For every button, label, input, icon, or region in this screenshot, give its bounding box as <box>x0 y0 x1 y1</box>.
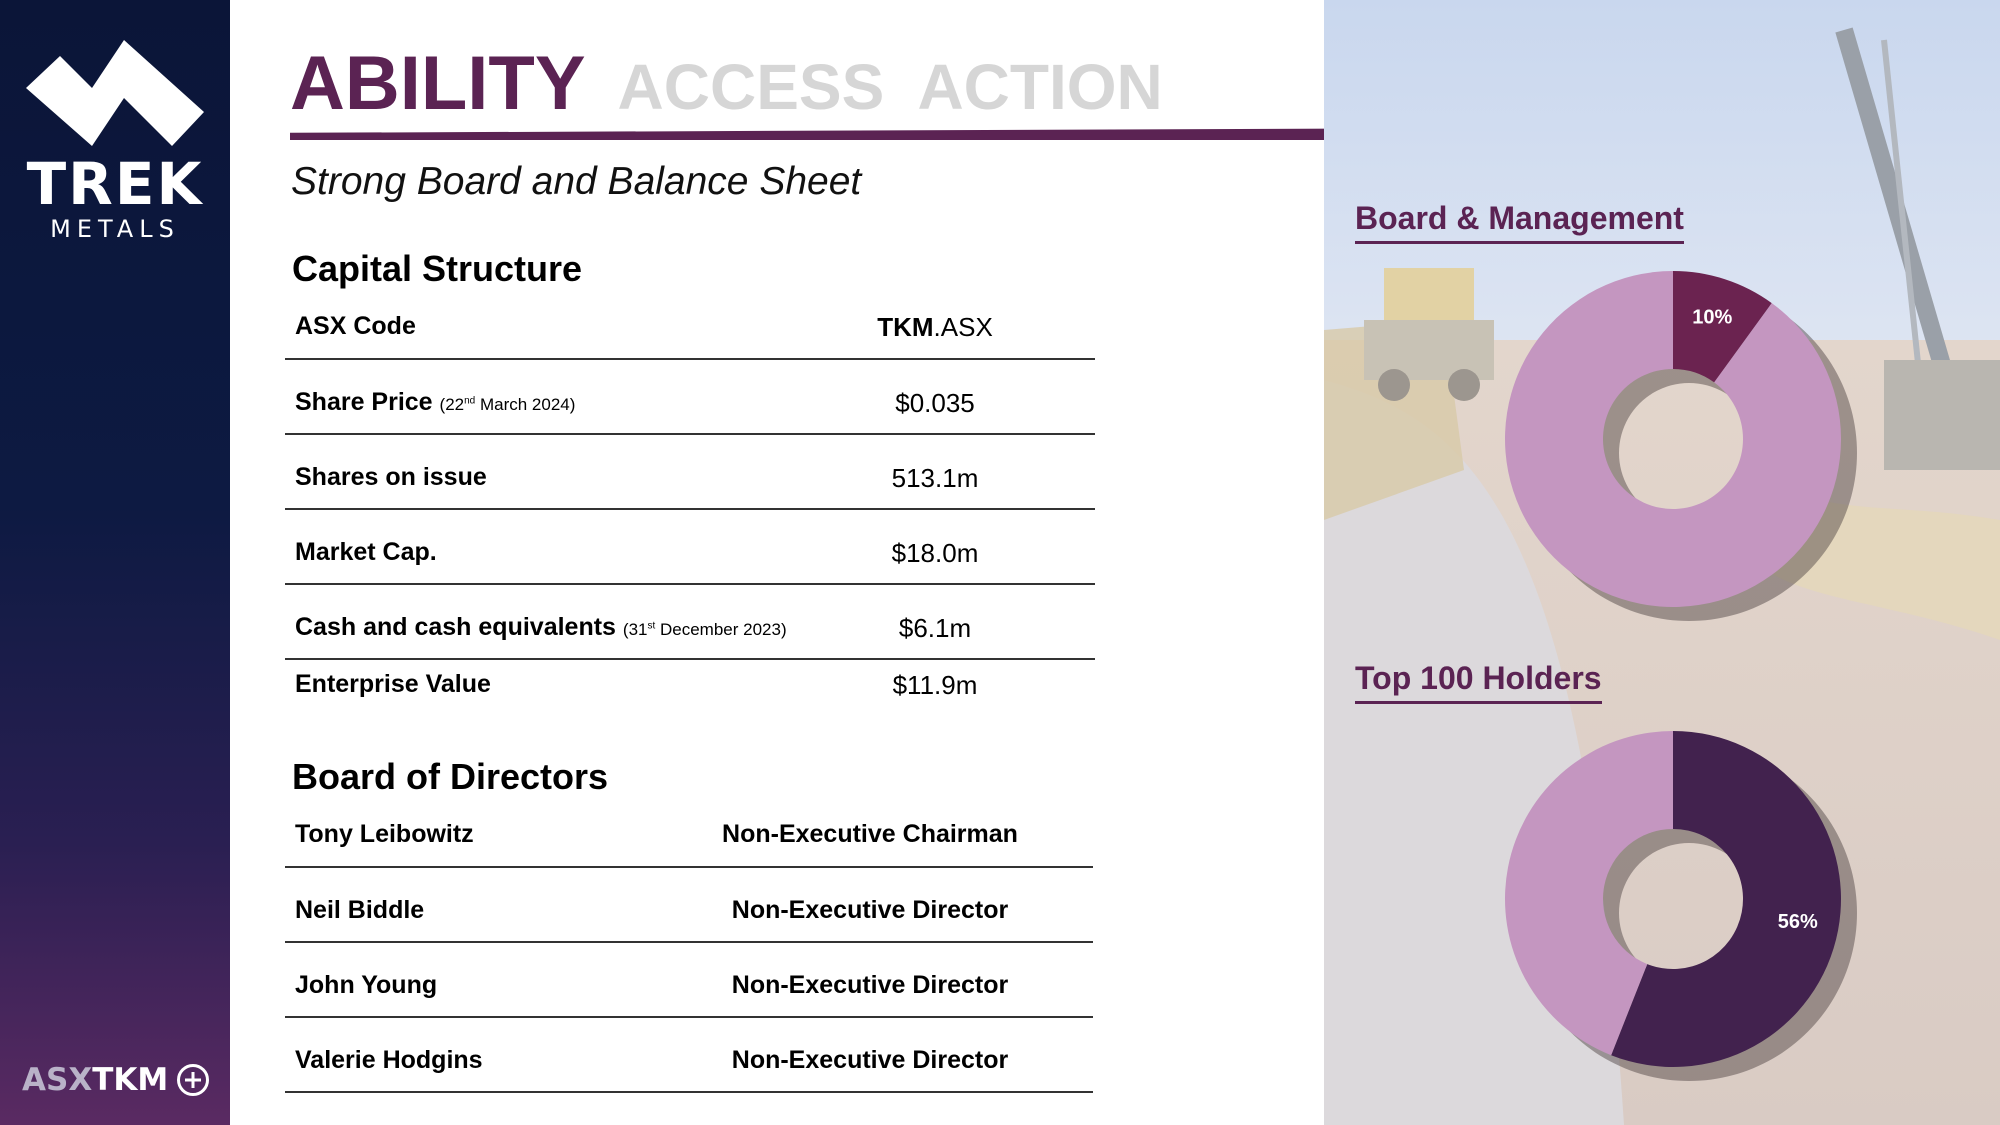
director-role: Non-Executive Director <box>731 896 1009 924</box>
table-row <box>285 941 1093 1018</box>
row-label: Cash and cash equivalents (31st December 2023) <box>295 613 787 641</box>
row-value: 513.1m <box>891 463 979 493</box>
table-row <box>285 583 1095 660</box>
logo-subtitle: METALS <box>50 215 180 243</box>
row-label: Enterprise Value <box>295 670 491 698</box>
row-label: Market Cap. <box>295 538 437 566</box>
row-label: Share Price (22nd March 2024) <box>295 388 576 416</box>
table-row <box>285 1016 1093 1093</box>
top-holders-data-label-0: 56% <box>1777 911 1818 934</box>
director-name: John Young <box>295 971 438 999</box>
row-value: $6.1m <box>898 613 972 643</box>
logo-wordmark: TREK <box>26 150 204 218</box>
director-role: Non-Executive Chairman <box>722 820 1018 848</box>
page-subtitle: Strong Board and Balance Sheet <box>291 160 862 203</box>
plus-circle-icon <box>176 1063 210 1097</box>
trek-logo-icon <box>26 36 204 146</box>
director-name: Neil Biddle <box>295 896 425 924</box>
row-label: Shares on issue <box>295 463 487 491</box>
row-label: ASX Code <box>295 312 416 340</box>
top-holders-chart-title: Top 100 Holders <box>1355 660 1602 704</box>
row-value: TKM.ASX <box>877 312 993 342</box>
board-management-data-label-0: 10% <box>1692 306 1733 329</box>
director-role: Non-Executive Director <box>731 1046 1009 1074</box>
table-row <box>285 308 1095 360</box>
page-heading <box>290 40 1163 127</box>
ticker-prefix: ASX <box>22 1062 93 1098</box>
heading-primary: ABILITY <box>290 41 586 126</box>
top-holders-donut <box>1496 726 1866 1096</box>
row-value: $11.9m <box>892 670 978 700</box>
sidebar <box>0 0 230 1125</box>
ticker-code: TKM <box>92 1062 169 1098</box>
board-title: Board of Directors <box>292 756 609 797</box>
director-name: Valerie Hodgins <box>295 1046 483 1074</box>
table-row <box>285 358 1095 435</box>
director-name: Tony Leibowitz <box>295 820 474 848</box>
capital-structure-title: Capital Structure <box>292 248 583 289</box>
table-row <box>285 810 1093 868</box>
table-row <box>285 508 1095 585</box>
board-management-donut <box>1496 266 1866 636</box>
table-row <box>285 658 1095 708</box>
heading-secondary: ACCESS ACTION <box>617 51 1163 123</box>
board-management-slice-1 <box>1505 271 1841 607</box>
board-management-chart-title: Board & Management <box>1355 200 1684 244</box>
table-row <box>285 433 1095 510</box>
row-value: $18.0m <box>891 538 979 568</box>
ticker-badge <box>22 1062 210 1098</box>
row-value: $0.035 <box>895 388 975 418</box>
director-role: Non-Executive Director <box>731 971 1009 999</box>
table-row <box>285 866 1093 943</box>
